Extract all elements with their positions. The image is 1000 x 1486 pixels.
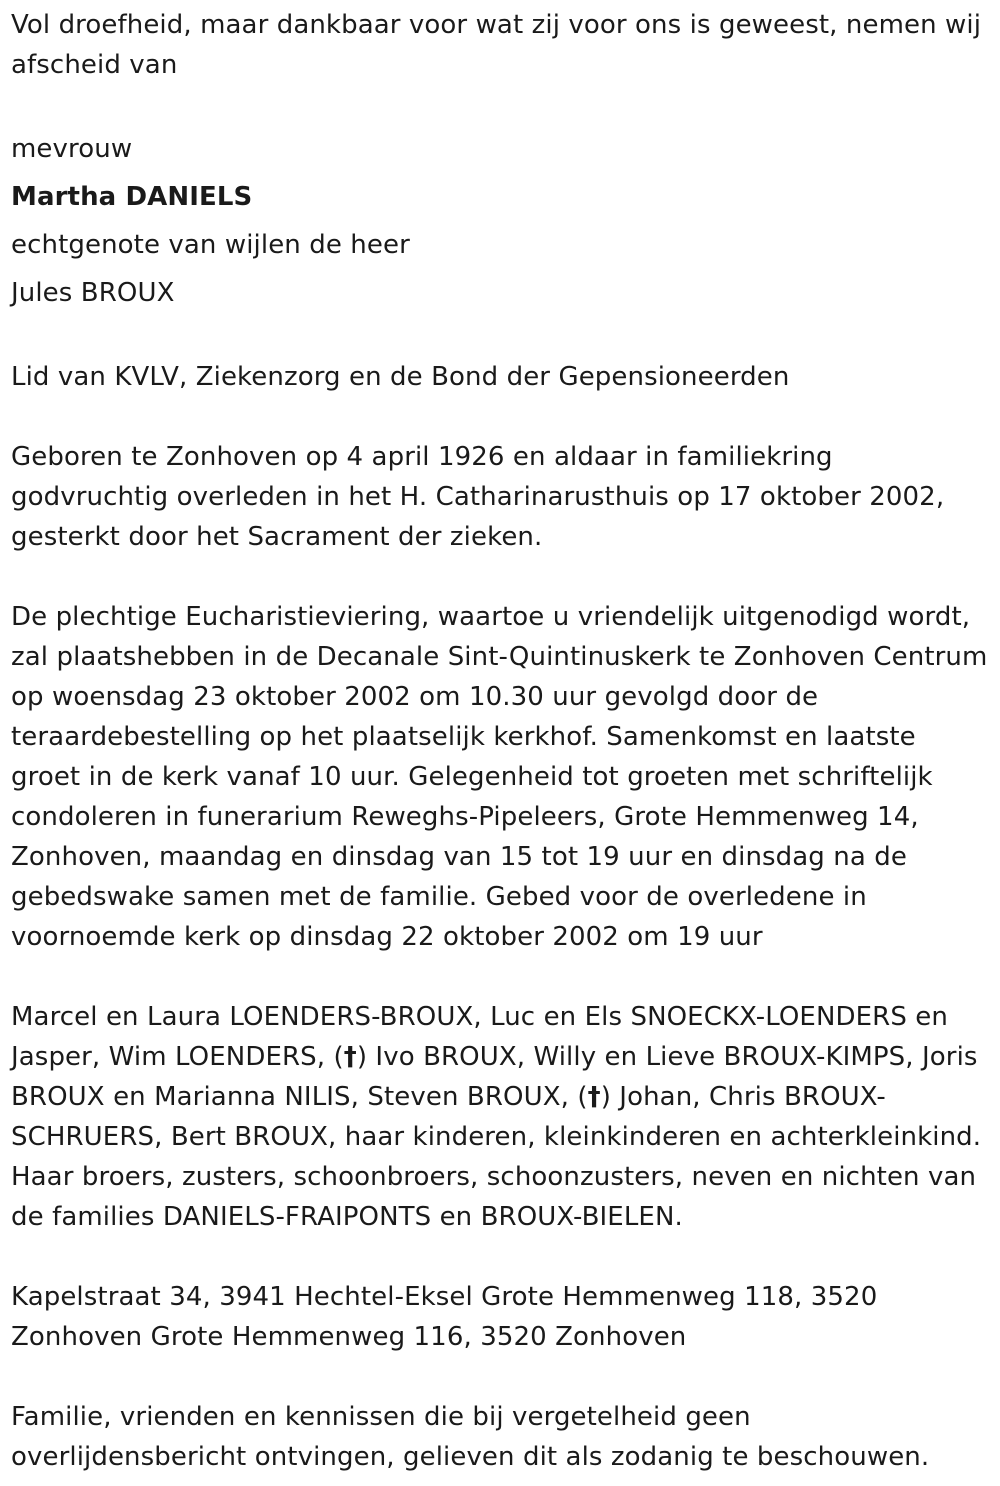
intro-paragraph: Vol droefheid, maar dankbaar voor wat zij voor ons is geweest, nemen wij afscheid van [11, 10, 982, 80]
cross-icon: † [587, 1082, 601, 1112]
deceased-block [11, 125, 990, 317]
ceremony-paragraph: De plechtige Eucharistieviering, waartoe u vriendelijk uitgenodigd wordt, zal plaatshebben in de Decanale Sint-Quintinuskerk te Zonhoven Centrum op woensdag 23 oktober 2002 om 10.30 uur gevolgd door de teraardebestelling op het plaatselijk kerkhof. Samenkomst en laatste groet in de kerk vanaf 10 uur. Gelegenheid tot groeten met schriftelijk condoleren in funerarium Reweghs-Pipeleers, Grote Hemmenweg 14, Zonhoven, maandag en dinsdag van 15 tot 19 uur en dinsdag na de gebedswake samen met de familie. Gebed voor de overledene in voornoemde kerk op dinsdag 22 oktober 2002 om 19 uur [11, 602, 988, 952]
deceased-title: mevrouw [11, 134, 133, 164]
spouse-name: Jules BROUX [11, 278, 175, 308]
family-text-part1: Marcel en Laura LOENDERS-BROUX, Luc en Els SNOECKX-LOENDERS en Jasper, Wim LOENDERS, ( [11, 1002, 948, 1072]
spacer [11, 397, 990, 437]
family-paragraph [11, 997, 990, 1237]
spacer [11, 1237, 990, 1277]
cross-icon: † [343, 1042, 357, 1072]
spacer [11, 317, 990, 357]
membership-paragraph: Lid van KVLV, Ziekenzorg en de Bond der Gepensioneerden [11, 362, 790, 392]
addresses-paragraph: Kapelstraat 34, 3941 Hechtel-Eksel Grote Hemmenweg 118, 3520 Zonhoven Grote Hemmenweg 116, 3520 Zonhoven [11, 1282, 878, 1352]
family-text-part3: ) Johan, Chris BROUX-SCHRUERS, Bert BROUX, haar kinderen, kleinkinderen en achterkleinkind. Haar broers, zusters, schoonbroers, schoonzusters, neven en nichten van de families DANIELS-FRAIPONTS en BROUX-BIELEN. [11, 1082, 982, 1232]
family-text-part2: ) Ivo BROUX, Willy en Lieve BROUX-KIMPS, Joris BROUX en Marianna NILIS, Steven BROUX, ( [11, 1042, 978, 1112]
deceased-name: Martha DANIELS [11, 182, 253, 212]
spacer [11, 1357, 990, 1397]
spacer [11, 557, 990, 597]
spacer [11, 957, 990, 997]
birth-death-paragraph: Geboren te Zonhoven op 4 april 1926 en aldaar in familiekring godvruchtig overleden in het H. Catharinarusthuis op 17 oktober 2002, gesterkt door het Sacrament der zieken. [11, 442, 945, 552]
spacer [11, 85, 990, 125]
closing-paragraph: Familie, vrienden en kennissen die bij vergetelheid geen overlijdensbericht ontvingen, gelieven dit als zodanig te beschouwen. [11, 1402, 930, 1472]
deceased-relation: echtgenote van wijlen de heer [11, 230, 410, 260]
